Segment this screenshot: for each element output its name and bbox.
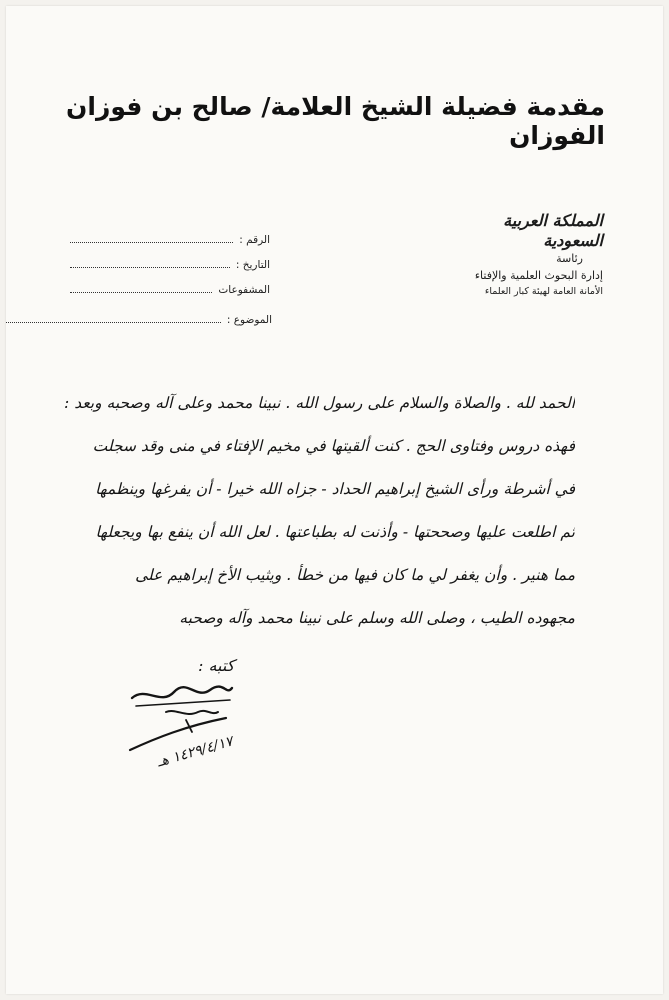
letter-body bbox=[55, 382, 575, 640]
letter-line: مجهوده الطيب ، وصلى الله وسلم على نبينا محمد وآله وصحبه bbox=[179, 609, 575, 627]
reference-fields bbox=[70, 224, 270, 299]
subject-blank bbox=[6, 312, 221, 323]
page-title: مقدمة فضيلة الشيخ العلامة/ صالح بن فوزان الفوزان bbox=[66, 92, 605, 150]
document-page bbox=[6, 6, 663, 994]
number-label: الرقم : bbox=[239, 234, 270, 246]
number-blank bbox=[70, 232, 233, 243]
date-blank bbox=[70, 257, 230, 268]
letterhead-secretariat: الأمانة العامة لهيئة كبار العلماء bbox=[484, 286, 603, 297]
subject-field-wrap bbox=[6, 298, 272, 329]
letter-line: فهذه دروس وفتاوى الحج . كنت ألقيتها في مخيم الإفتاء في منى وقد سجلت bbox=[92, 437, 575, 455]
signature-date: ١٤٢٩/٤/١٧ هـ bbox=[155, 733, 235, 771]
attachments-label: المشفوعات bbox=[218, 284, 270, 296]
letter-line: ثم اطلعت عليها وصححتها - وأذنت له بطباعتها . لعل الله أن ينفع بها ويجعلها bbox=[95, 523, 575, 541]
letterhead-kingdom: المملكة العربية السعودية bbox=[503, 211, 603, 250]
subject-label: الموضوع : bbox=[226, 314, 272, 326]
signed-by-label: كتبه : bbox=[198, 656, 235, 675]
letter-line: في أشرطة ورأى الشيخ إبراهيم الحداد - جزاه الله خيرا - أن يفرغها وينظمها bbox=[95, 480, 575, 498]
letter-line: الحمد لله . والصلاة والسلام على رسول الله . نبينا محمد وعلى آله وصحبه وبعد : bbox=[64, 394, 575, 412]
letterhead-department: إدارة البحوث العلمية والإفتاء bbox=[474, 269, 603, 282]
date-label: التاريخ : bbox=[235, 259, 270, 271]
attachments-field bbox=[70, 274, 270, 296]
number-field bbox=[70, 224, 270, 246]
subject-field bbox=[6, 304, 272, 326]
letterhead bbox=[443, 211, 603, 299]
letterhead-presidency: رئاسة bbox=[556, 252, 583, 265]
letter-line: مما هنير . وأن يغفر لي ما كان فيها من خطأ . ويثيب الأخ إبراهيم على bbox=[135, 566, 575, 584]
attachments-blank bbox=[70, 282, 212, 293]
date-field bbox=[70, 249, 270, 271]
